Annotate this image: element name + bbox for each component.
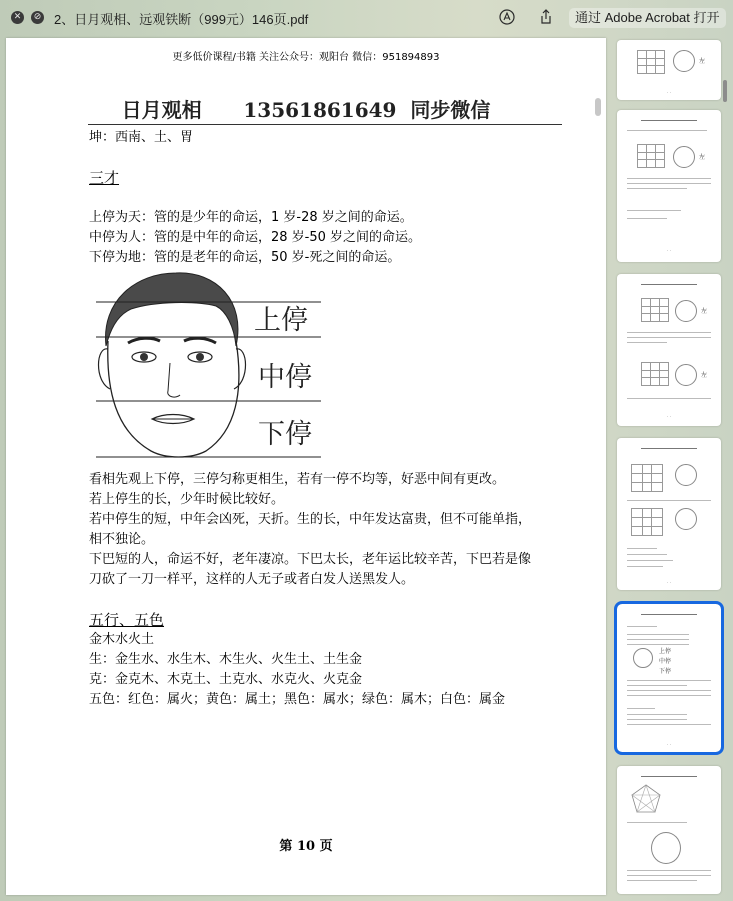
thumbnail-label: 左 [701, 308, 708, 315]
section-heading: 五行、五色 [89, 611, 165, 629]
text-line: 下停为地：管的是老年的命运，50 岁-死之间的命运。 [89, 250, 401, 265]
text-line: 下巴短的人，命运不好，老年凄凉。下巴太长，老年运比较辛苦，下巴若是像 [89, 552, 532, 567]
page-thumbnail[interactable]: 左 左 · · [617, 274, 721, 426]
page-thumbnail[interactable] [617, 766, 721, 894]
face-label-middle: 中停 [258, 362, 312, 393]
text-line: 坤：西南、土、胃 [89, 130, 194, 145]
pentagon-diagram-icon [629, 782, 663, 816]
text-line: 若中停生的短，中年会凶死，天折。生的长，中年发达富贵，但不可能单指， [89, 512, 532, 527]
text-line: 中停为人：管的是中年的命运，28 岁-50 岁之间的命运。 [89, 230, 422, 245]
pdf-page [6, 38, 606, 895]
text-line: 看相先观上下停，三停匀称更相生，若有一停不均等，好恶中间有更改。 [89, 472, 506, 487]
thumbnail-label: 左 [699, 154, 706, 161]
share-icon[interactable] [537, 8, 555, 26]
page-title: 日月观相 13561861649 同步微信 [121, 98, 491, 122]
text-line: 若上停生的长，少年时候比较好。 [89, 492, 285, 507]
page-header: 更多低价课程/书籍 关注公众号：观阳台 微信：951894893 [172, 52, 440, 63]
text-line: 生：金生水、水生木、木生火、火生土、土生金 [89, 652, 363, 667]
title-bar [0, 0, 733, 36]
sidebar-scrollbar[interactable] [723, 80, 727, 102]
thumbnail-label: 中停 [659, 658, 672, 665]
face-diagram [96, 271, 326, 461]
markup-icon[interactable] [498, 8, 516, 26]
text-line: 金木水火土 [89, 632, 155, 647]
text-line: 上停为天：管的是少年的命运，1 岁-28 岁之间的命运。 [89, 210, 413, 225]
text-line: 五色：红色：属火；黄色：属土；黑色：属水；绿色：属木；白色：属金 [89, 692, 506, 707]
page-thumbnail-selected[interactable]: 上停 中停 下停 · · [617, 604, 721, 752]
title-rule [88, 124, 562, 125]
text-line: 刀砍了一刀一样平，这样的人无子或者白发人送黑发人。 [89, 572, 415, 587]
page-thumbnail[interactable]: 左 · · [617, 40, 721, 100]
face-label-lower: 下停 [258, 419, 312, 450]
text-line: 克：金克木、木克土、土克水、水克火、火克金 [89, 672, 363, 687]
thumbnail-label: 下停 [659, 668, 672, 675]
minimize-icon[interactable]: ⊘ [31, 11, 44, 24]
open-in-acrobat-button[interactable]: 通过 Adobe Acrobat 打开 [569, 8, 726, 28]
thumbnail-label: 左 [701, 372, 708, 379]
thumbnail-label: 左 [699, 58, 706, 65]
section-heading: 三才 [89, 169, 120, 187]
page-thumbnail[interactable]: 左 · · [617, 110, 721, 262]
window-title: 2、日月观相、远观铁断（999元）146页.pdf [54, 12, 309, 27]
thumbnail-label: 上停 [659, 648, 672, 655]
close-icon[interactable]: ✕ [11, 11, 24, 24]
page-footer: 第 10 页 [279, 839, 333, 854]
face-label-upper: 上停 [254, 305, 308, 336]
page-scrollbar[interactable] [595, 98, 601, 116]
text-line: 相不独论。 [89, 532, 155, 547]
page-thumbnail[interactable]: · · [617, 438, 721, 590]
